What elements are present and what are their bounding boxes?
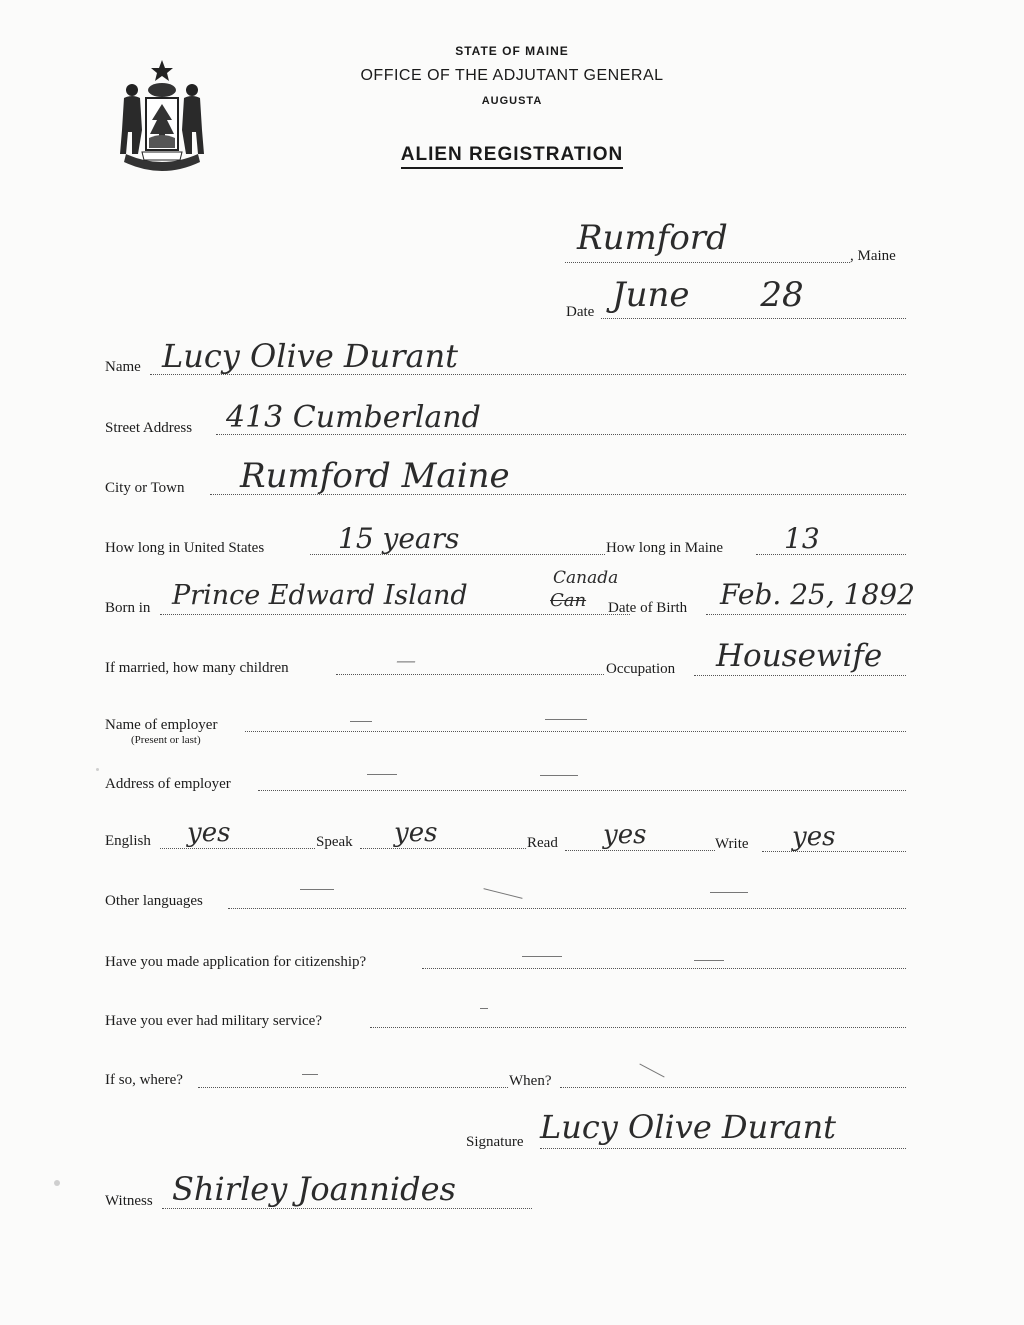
where-line — [198, 1087, 508, 1088]
english-line — [160, 848, 315, 849]
date-line — [601, 318, 906, 319]
citizenship-dash — [522, 956, 562, 957]
how-long-me-line — [756, 554, 906, 555]
read-label: Read — [527, 835, 558, 851]
signature-value: Lucy Olive Durant — [540, 1108, 837, 1146]
header-city: AUGUSTA — [481, 95, 543, 107]
occupation-line — [694, 675, 906, 676]
employer-address-label: Address of employer — [105, 776, 231, 792]
military-dash — [480, 1008, 488, 1009]
how-long-us-value: 15 years — [338, 522, 460, 555]
header-state: STATE OF MAINE — [455, 44, 569, 58]
street-value: 413 Cumberland — [226, 400, 481, 435]
military-label: Have you ever had military service? — [105, 1013, 322, 1029]
speak-label: Speak — [316, 834, 353, 850]
other-languages-dash — [710, 892, 748, 893]
english-value: yes — [187, 818, 231, 848]
name-label: Name — [105, 359, 141, 375]
speak-line — [360, 848, 526, 849]
citizenship-label: Have you made application for citizenship? — [105, 954, 367, 970]
date-value: June 28 — [612, 275, 804, 315]
header-office: OFFICE OF THE ADJUTANT GENERAL — [360, 67, 664, 84]
other-languages-label: Other languages — [105, 893, 203, 909]
read-value: yes — [603, 820, 647, 850]
other-languages-dash — [483, 888, 522, 899]
citizenship-dash — [694, 960, 724, 961]
occupation-label: Occupation — [606, 661, 676, 677]
citizenship-line — [422, 968, 906, 969]
when-label: When? — [509, 1073, 552, 1089]
dob-label: Date of Birth — [608, 600, 688, 616]
signature-line — [540, 1148, 906, 1149]
employer-note: (Present or last) — [131, 734, 201, 746]
town-suffix: , Maine — [850, 248, 896, 264]
read-line — [565, 850, 715, 851]
born-in-struck: Can — [550, 590, 587, 611]
born-in-correction: Canada — [553, 568, 619, 588]
other-languages-dash — [300, 889, 334, 890]
write-label: Write — [715, 836, 749, 852]
speak-value: yes — [394, 818, 438, 848]
employer-line — [245, 731, 906, 732]
form-title: ALIEN REGISTRATION — [0, 144, 1024, 169]
born-in-value: Prince Edward Island — [172, 580, 468, 611]
street-label: Street Address — [105, 420, 193, 436]
write-value: yes — [792, 822, 836, 852]
children-label: If married, how many children — [105, 660, 289, 676]
children-line — [336, 674, 604, 675]
dob-value: Feb. 25, 1892 — [720, 578, 915, 611]
city-label: City or Town — [105, 480, 185, 496]
where-dash — [302, 1074, 318, 1075]
witness-label: Witness — [105, 1193, 153, 1209]
name-value: Lucy Olive Durant — [162, 337, 459, 375]
how-long-us-label: How long in United States — [105, 540, 265, 556]
town-value: Rumford — [577, 218, 728, 258]
witness-line — [162, 1208, 532, 1209]
born-in-label: Born in — [105, 600, 151, 616]
how-long-me-label: How long in Maine — [606, 540, 724, 556]
military-line — [370, 1027, 906, 1028]
employer-dash — [350, 721, 372, 722]
how-long-me-value: 13 — [784, 522, 820, 555]
paper-speck — [54, 1180, 60, 1186]
children-value: — — [396, 648, 416, 672]
date-label: Date — [566, 304, 595, 320]
employer-address-dash — [540, 775, 578, 776]
employer-dash — [545, 719, 587, 720]
occupation-value: Housewife — [716, 638, 883, 674]
other-languages-line — [228, 908, 906, 909]
witness-value: Shirley Joannides — [172, 1170, 456, 1208]
english-label: English — [105, 833, 151, 849]
where-label: If so, where? — [105, 1072, 183, 1088]
employer-label: Name of employer — [105, 717, 218, 733]
paper-speck — [96, 768, 99, 771]
signature-label: Signature — [466, 1134, 524, 1150]
dob-line — [706, 614, 906, 615]
city-value: Rumford Maine — [240, 456, 510, 496]
employer-address-dash — [367, 774, 397, 775]
when-line — [560, 1087, 906, 1088]
employer-address-line — [258, 790, 906, 791]
when-dash — [639, 1063, 664, 1077]
town-line — [565, 262, 850, 263]
born-in-line — [160, 614, 630, 615]
